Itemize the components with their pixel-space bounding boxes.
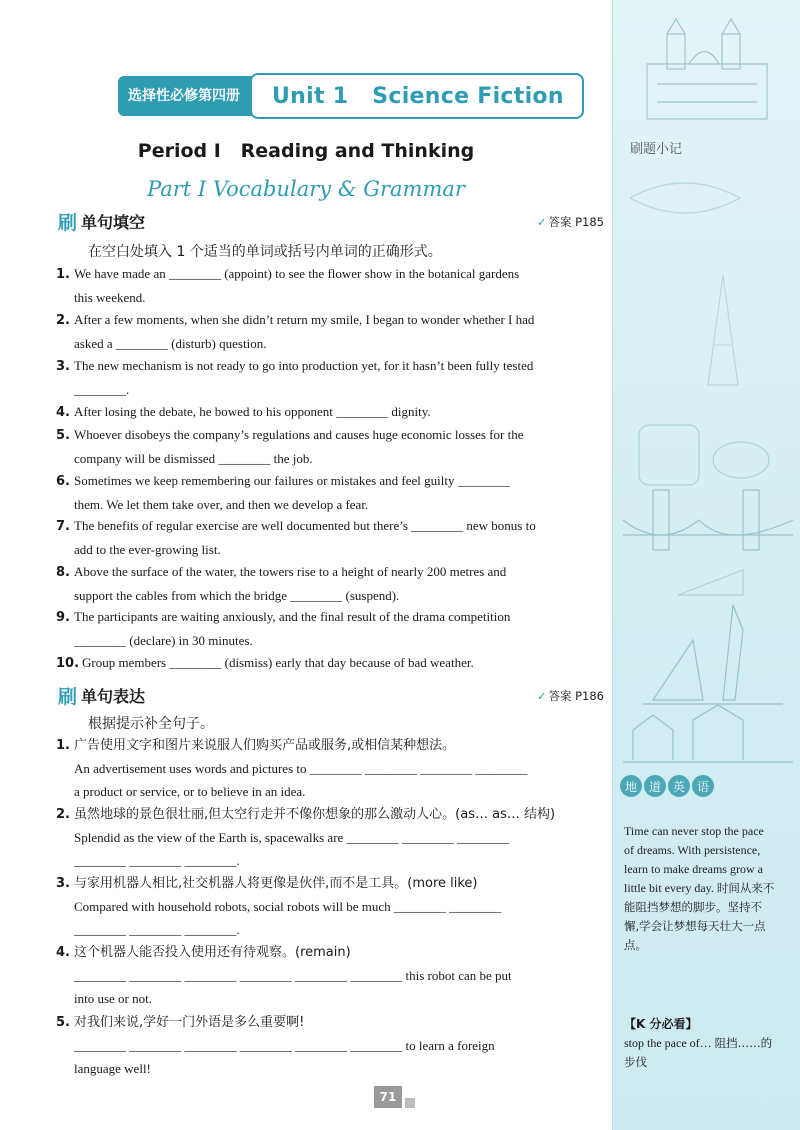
unit-title: Unit 1 Science Fiction — [272, 83, 564, 109]
k-english: stop the pace of… — [624, 1036, 712, 1050]
tower-sketch-icon — [683, 270, 763, 390]
castle-sketch-icon — [627, 14, 787, 124]
unit-title-box — [250, 73, 584, 119]
bridge-sketch-icon — [623, 480, 793, 560]
question-item: 4. After losing the debate, he bowed to his opponent ________ dignity. — [56, 404, 431, 420]
question-item: 5. Whoever disobeys the company’s regulations and causes huge economic losses for the company will be dismissed ________ the job. — [56, 427, 524, 466]
section1-header — [58, 208, 604, 235]
cheese-sketch-icon — [673, 555, 753, 605]
section1-title: 单句填空 — [81, 213, 146, 232]
answer-reference: ✓ 答案 P185 — [536, 214, 604, 229]
idiom-banner-char: 地 — [620, 775, 642, 797]
question-item: 3. 与家用机器人相比,社交机器人将更像是伙伴,而不是工具。(more like) Compared with household robots, social robots will be much ________ ________ ________ ________ ________. — [56, 876, 502, 937]
village-sketch-icon — [623, 700, 793, 770]
question-item: 8. Above the surface of the water, the towers rise to a height of nearly 200 metres and support the cables from which the bridge ________ (suspend). — [56, 564, 507, 603]
k-title: 【K 分必看】 — [624, 1017, 698, 1031]
k-body — [624, 1034, 776, 1072]
check-icon: ✓ — [536, 214, 547, 229]
notes-sidebar — [612, 0, 800, 1130]
idiom-banner-char: 道 — [644, 775, 666, 797]
notes-title: 刷题小记 — [630, 142, 683, 157]
statue-sketch-icon — [643, 600, 783, 710]
idiom-box — [624, 822, 776, 955]
k-chinese: 阻挡……的步伐 — [624, 1036, 773, 1069]
check-icon: ✓ — [536, 688, 547, 703]
question-item: 7. The benefits of regular exercise are well documented but there’s ________ new bonus to add to the ever-growing list. — [56, 518, 536, 557]
page-number-decoration — [405, 1098, 415, 1108]
period-title: Period I Reading and Thinking — [137, 140, 475, 162]
answer-reference: ✓ 答案 P186 — [536, 688, 604, 703]
question-item: 9. The participants are waiting anxiously, and the final result of the drama competition ________ (declare) in 30 minutes. — [56, 609, 511, 648]
k-section — [624, 1015, 776, 1072]
page-number-label: 71 — [374, 1086, 402, 1108]
question-item: 2. After a few moments, when she didn’t return my smile, I began to wonder whether I had asked a ________ (disturb) question. — [56, 312, 535, 351]
section-mark: 刷 — [58, 686, 78, 708]
wow-sketch-icon — [625, 168, 745, 228]
part-title: Part I Vocabulary & Grammar — [147, 177, 465, 201]
question-item: 5. 对我们来说,学好一门外语是多么重要啊! ________ ________ ________ ________ ________ ________ to learn a foreign language well! — [56, 1015, 495, 1076]
section-mark: 刷 — [58, 212, 78, 234]
page-number — [374, 1086, 415, 1108]
section1-instruction: 在空白处填入 1 个适当的单词或括号内单词的正确形式。 — [88, 244, 442, 260]
question-item: 6. Sometimes we keep remembering our failures or mistakes and feel guilty ________ them. We let them take over, and then we develop a fear. — [56, 473, 510, 512]
question-item: 2. 虽然地球的景色很壮丽,但太空行走并不像你想象的那么激动人心。(as… as… 结构) Splendid as the view of the Earth is, spacewalks are ________ ________ ________ ________ ________ ________. — [56, 807, 556, 868]
section2-instruction: 根据提示补全句子。 — [88, 716, 214, 732]
idiom-banner — [620, 775, 714, 797]
question-item: 1. 广告使用文字和图片来说服人们购买产品或服务,或相信某种想法。 An advertisement uses words and pictures to ________ ________ ________ ________ a product or service, or to believe in an idea. — [56, 738, 528, 799]
book-label: 选择性必修第四册 — [118, 76, 256, 116]
idiom-banner-char: 语 — [692, 775, 714, 797]
unit-banner — [118, 73, 584, 119]
question-item: 10. Group members ________ (dismiss) early that day because of bad weather. — [56, 655, 474, 671]
idiom-chinese: 时间从来不能阻挡梦想的脚步。坚持不懈,学会让梦想每天壮大一点点。 — [624, 881, 775, 952]
section2-title: 单句表达 — [81, 687, 146, 706]
idiom-banner-char: 英 — [668, 775, 690, 797]
question-item: 1. We have made an ________ (appoint) to see the flower show in the botanical gardens this weekend. — [56, 266, 520, 305]
idiom-english: Time can never stop the pace of dreams. With persistence, learn to make dreams grow a little bit every day. — [624, 824, 764, 895]
section2-header — [58, 682, 604, 709]
question-item: 3. The new mechanism is not ready to go into production yet, for it hasn’t been fully tested ________. — [56, 358, 534, 397]
question-item: 4. 这个机器人能否投入使用还有待观察。(remain) ________ ________ ________ ________ ________ ________ this robot can be put into use or not. — [56, 945, 512, 1006]
